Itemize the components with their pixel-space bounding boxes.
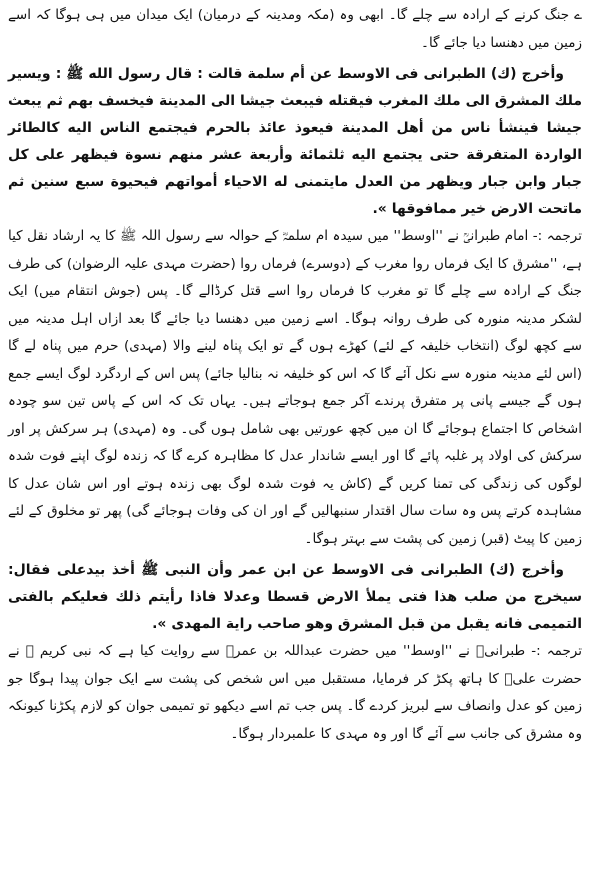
urdu-translation-1 xyxy=(8,223,582,553)
translation-label: ترجمہ :- xyxy=(532,228,582,244)
translation-label: ترجمہ :- xyxy=(531,643,582,659)
translation-text: امام طبرانیؒ نے ''اوسط'' میں سیدہ ام سلمہؓ کے حوالہ سے رسول اللہ ﷺ کا یہ ارشاد نقل کیا ہے، ''مشرق کا ایک فرماں روا مغرب کے (دوسرے) فرماں روا (حضرت مہدی علیہ الرضوان) کی طرف جنگ کے ارادہ سے چلے گا تو مغرب کا فرماں روا اسے قتل کرڈالے گا۔ پس (جوش انتقام میں) ایک لشکر مدینہ منورہ کی طرف روانہ ہوگا۔ اسے زمین میں دھنسا دیا جائے گا بعد ازاں اہل مدینہ میں سے کچھ لوگ (انتخاب خلیفہ کے لئے) کھڑے ہوں گے تو ایک پناہ لینے والا (مہدی) حرم میں پناہ لے گا (اس لئے مدینہ منورہ سے نکل آئے گا کہ اس کو خلیفہ نہ بنالیا جائے) پس اس کے اردگرد لوگ ایسے جمع ہوں گے جیسے پانی پر متفرق پرندے آکر جمع ہوجاتے ہیں۔ یہاں تک کہ اس کے پاس تین سو چودہ اشخاص کا اجتماع ہوجائے گا ان میں کچھ عورتیں بھی شامل ہوں گی۔ وہ (مہدی) ہر سرکش پر اور سرکش کی اولاد پر غلبہ پائے گا اور ایسے شاندار عدل کا مظاہرہ کرے گا کہ زندہ لوگ اپنے فوت شدہ لوگوں کی زندگی کی تمنا کریں گے (کاش یہ فوت شدہ لوگ بھی زندہ ہوتے اور اس شان عدل کا مشاہدہ کرتے پس وہ سات سال اقتدار سنبھالیں گے اور ان کی وفات ہوجائے گی) پھر تو مخلوق کے لئے زمین کا پیٹ (قبر) زمین کی پشت سے بہتر ہوگا۔ xyxy=(8,228,582,547)
urdu-paragraph-intro: ے جنگ کرنے کے ارادہ سے چلے گا۔ ابھی وہ (مکہ ومدینہ کے درمیان) ایک میدان میں ہی ہوگا کہ اسے زمین میں دھنسا دیا جائے گا۔ xyxy=(8,7,582,51)
urdu-translation-2 xyxy=(8,638,582,748)
arabic-hadith-umm-salama: وأخرج (ك) الطبرانى فى الاوسط عن أم سلمة قالت : قال رسول الله ﷺ : ويسير ملك المشرق الى ملك المغرب فيقتله فيبعث جيشا الى المدينة فيخسف بهم ثم يبعث جيشا فينشأ ناس من أهل المدينة فيعوذ عائذ بالحرم فيجتمع الناس اليه كالطائر الواردة المتفرقة حتى يجتمع اليه ثلثمائة وأربعة عشر منهم نسوة فيظهر على كل جبار وابن جبار ويظهر من العدل مايتمنى له الاحياء أمواتهم فيحيوة سبع سنين ثم ماتحت الارض خير ممافوقها ». xyxy=(8,66,582,217)
arabic-hadith-ibn-umar: وأخرج (ك) الطبرانى فى الاوسط عن ابن عمر وأن النبى ﷺ أخذ بيدعلى فقال: سيخرج من صلب هذا فتى يملأ الارض قسطا وعدلا فاذا رأيتم ذلك فعليكم بالفتى التميمى فانه يقبل من قبل المشرق وهو صاحب راية المهدى ». xyxy=(8,562,582,632)
translation-text: طبرانیؒ نے ''اوسط'' میں حضرت عبداللہ بن عمرؓ سے روایت کیا ہے کہ نبی کریم ﷺ نے حضرت علیؓ کا ہاتھ پکڑ کر فرمایا، مستقبل میں اس شخص کی پشت سے ایک جوان پیدا ہوگا جو زمین کو عدل وانصاف سے لبریز کردے گا۔ پس جب تم اسے دیکھو تو تمیمی جوان کو لازم پکڑنا کیونکہ وہ مشرق کی جانب سے آئے گا اور وہ مہدی کا علمبردار ہوگا۔ xyxy=(8,643,582,742)
